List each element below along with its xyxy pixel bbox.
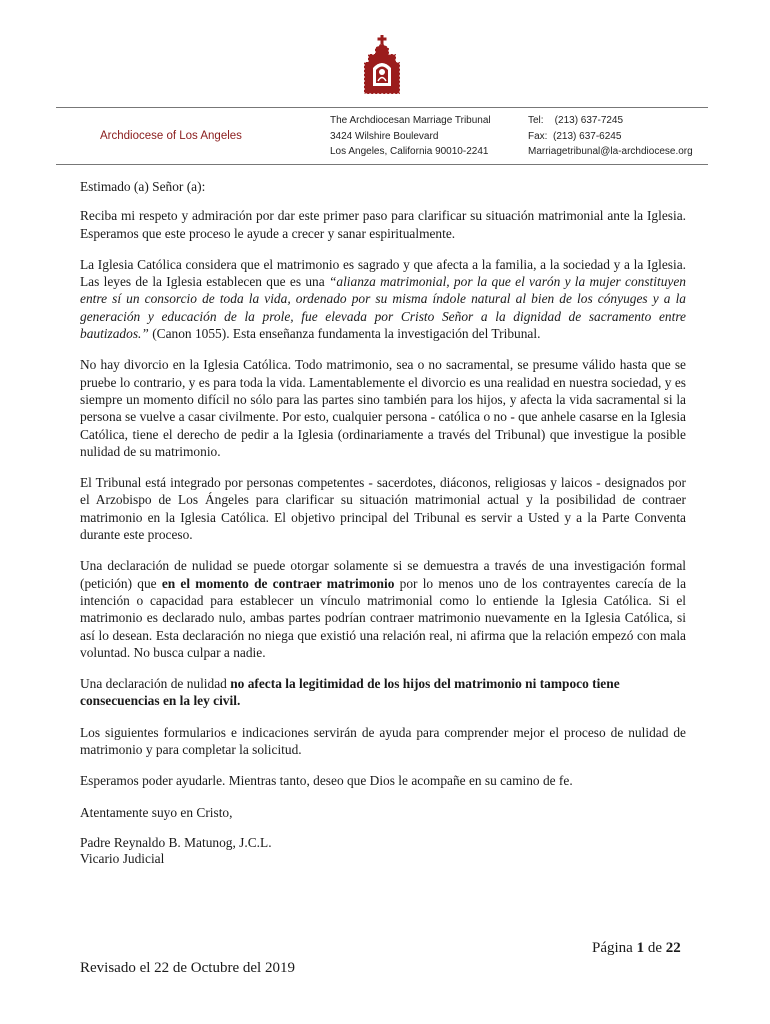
email-link[interactable]: Marriagetribunal@la-archdiocese.org: [528, 146, 693, 157]
paragraph-2-end: (Canon 1055). Esta enseñanza fundamenta la investigación del Tribunal.: [148, 326, 541, 342]
page-of: de: [647, 940, 662, 956]
paragraph-5: [80, 557, 686, 661]
paragraph-5-emphasis: en el momento de contraer matrimonio: [161, 575, 395, 591]
archdiocese-name: Archdiocese of Los Angeles: [100, 130, 242, 142]
paragraph-5-intro: Una declaración de nulidad se puede otorgar solamente si se demuestra a través de una investigación formal (petición) que: [80, 558, 686, 591]
page-current: 1: [636, 940, 645, 956]
paragraph-6-intro: Una declaración de nulidad: [80, 676, 231, 692]
paragraph-2-intro: La Iglesia Católica considera que el matrimonio es sagrado y que afecta a la familia, a la sociedad y a la Iglesia. Las leyes de la Iglesia establecen que es una: [80, 256, 686, 290]
paragraph-2: [80, 256, 686, 342]
telephone: Tel: (213) 637-7245: [528, 115, 624, 126]
header-divider-top: [56, 107, 708, 108]
paragraph-7: Los siguientes formularios e indicaciones servirán de ayuda para comprender mejor el proceso de nulidad de matrimonio y para completar la solicitud.: [80, 724, 686, 758]
paragraph-8: Esperamos poder ayudarle. Mientras tanto, deseo que Dios le acompañe en su camino de fe.: [80, 773, 573, 789]
archdiocese-logo-icon: [358, 34, 406, 96]
tribunal-name: The Archdiocesan Marriage Tribunal: [330, 115, 491, 126]
paragraph-5-end: por lo menos uno de los contrayentes carecía de la intención o capacidad para establecer un vínculo matrimonial como lo entiende la Iglesia Católica. Si el matrimonio es declarado nulo, ambas partes podrían contraer matrimonio nuevamente en la Iglesia Católica, si así lo desean. Esta declaración no niega que existió una relación real, ni afirma que la relación empezó con mala voluntad. No busca culpar a nadie.: [80, 575, 687, 660]
signer-name: Padre Reynaldo B. Matunog, J.C.L.: [80, 834, 272, 850]
letter-body: [80, 178, 686, 868]
signer-title: Vicario Judicial: [80, 851, 165, 867]
paragraph-6: [80, 675, 686, 710]
paragraph-1: Reciba mi respeto y admiración por dar este primer paso para clarificar su situación matrimonial ante la Iglesia. Esperamos que este proceso le ayude a crecer y sanar espiritualmente.: [80, 208, 686, 241]
page-number: [592, 940, 681, 957]
revision-date: Revisado el 22 de Octubre del 2019: [80, 960, 295, 976]
closing: Atentamente suyo en Cristo,: [80, 804, 233, 820]
paragraph-3: No hay divorcio en la Iglesia Católica. Todo matrimonio, sea o no sacramental, se presume válido hasta que se pruebe lo contrario, y es para toda la vida. Lamentablemente el divorcio es una realidad en nuestra sociedad, y es siempre un momento difícil no sólo para las partes sino también para los hijos, y afecta la vida sacramental si la persona se vuelve a casar civilmente. Por esto, cualquier persona - católica o no - que anhele casarse en la Iglesia Católica, tiene el derecho de pedir a la Iglesia (ordinariamente a través del Tribunal) que investigue la posible nulidad de su matrimonio.: [80, 357, 686, 459]
canon-quote: “alianza matrimonial, por la que el varón y la mujer constituyen entre sí un consorcio de toda la vida, ordenado por su misma índole natural al bien de los cónyuges y a la generación y educación de la prole, fue elevada por Cristo Señor a la dignidad de sacramento entre bautizados.”: [80, 274, 686, 342]
tribunal-address-block: [330, 113, 491, 160]
contact-block: [528, 113, 693, 160]
fax: Fax: (213) 637-6245: [528, 130, 622, 142]
paragraph-4: El Tribunal está integrado por personas competentes - sacerdotes, diáconos, religiosas y laicos - designados por el Arzobispo de Los Ángeles para clarificar su situación matrimonial actual y la posibilidad de contraer matrimonio en la Iglesia Católica. El objetivo principal del Tribunal es servir a Usted y a la Parte Conventa durante este proceso.: [80, 475, 686, 543]
header-divider-bottom: [56, 164, 708, 165]
page-label: Página: [592, 940, 633, 956]
address-line-1: 3424 Wilshire Boulevard: [330, 130, 439, 142]
address-line-2: Los Angeles, California 90010-2241: [330, 146, 489, 157]
greeting: Estimado (a) Señor (a):: [80, 179, 206, 194]
page-total: 22: [665, 940, 681, 956]
paragraph-6-emphasis: no afecta la legitimidad de los hijos del matrimonio ni tampoco tiene consecuencias en la ley civil.: [80, 676, 620, 709]
